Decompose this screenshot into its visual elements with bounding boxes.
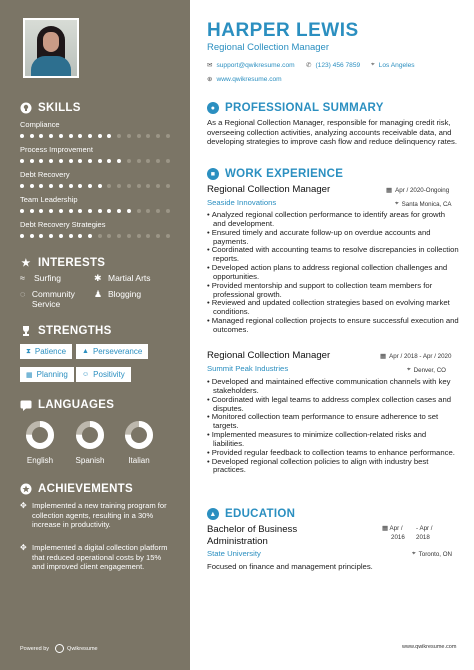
contact-location: [371, 61, 415, 69]
skill-dot: [146, 209, 150, 213]
medal-icon: [20, 483, 32, 495]
skill-dot: [88, 159, 92, 163]
map-pin-icon: ⌖: [407, 366, 411, 373]
contact-email-text: support@qwikresume.com: [216, 61, 295, 69]
briefcase-icon: ■: [207, 168, 219, 180]
experience-heading: [207, 168, 343, 180]
skill-dot: [166, 234, 170, 238]
skill-dot: [107, 234, 111, 238]
skill-label: Compliance: [20, 120, 60, 129]
degree: Bachelor of Business Administration: [207, 524, 298, 547]
graduation-cap-icon: ▲: [207, 508, 219, 520]
skill-dot: [127, 209, 131, 213]
handshake-icon: ✥: [20, 501, 27, 510]
job-dates: [386, 186, 449, 194]
job-dates-text: Apr / 2018 - Apr / 2020: [389, 352, 452, 360]
skill-dot: [117, 134, 121, 138]
skill-dot: [146, 184, 150, 188]
skill-dot: [117, 184, 121, 188]
interests-title: INTERESTS: [38, 257, 106, 269]
calendar-icon: ▦: [26, 371, 33, 379]
strength-label: Planning: [36, 370, 68, 379]
skill-dot: [156, 209, 160, 213]
profile-photo: [23, 18, 79, 78]
skill-dot: [69, 134, 73, 138]
qwikresume-logo-icon: [55, 644, 64, 653]
company-name: Seaside Innovations: [207, 198, 277, 207]
trophy-icon: [20, 325, 32, 337]
skill-dot: [69, 234, 73, 238]
skill-dot: [98, 234, 102, 238]
skill-dot: [59, 159, 63, 163]
language-icon: [20, 399, 32, 411]
person-icon: ●: [207, 102, 219, 114]
skill-item: [20, 145, 170, 163]
skill-dot: [39, 159, 43, 163]
skill-dot: [127, 159, 131, 163]
job-bullet: • Analyzed regional collection performance to identify areas for growth and development.: [207, 211, 459, 229]
skill-dot: [146, 159, 150, 163]
education-focus: Focused on finance and management principles.: [207, 562, 373, 571]
job-bullet: • Developed action plans to address regional collection challenges and opportunities.: [207, 264, 459, 282]
achievement-item: [20, 543, 170, 572]
skill-dot: [117, 209, 121, 213]
powered-by: [20, 644, 98, 653]
job-location-text: Denver, CO: [413, 366, 446, 374]
language-label: Italian: [128, 456, 150, 465]
skills-title: SKILLS: [38, 102, 81, 114]
skill-dot: [107, 159, 111, 163]
strengths-heading: [20, 325, 112, 337]
skill-dot: [146, 134, 150, 138]
skill-dot: [137, 234, 141, 238]
blogging-icon: ♟: [94, 289, 103, 299]
job-location: [407, 366, 446, 374]
skill-level-dots: [20, 209, 170, 213]
skill-dot: [59, 209, 63, 213]
skill-dot: [78, 234, 82, 238]
skill-dot: [69, 209, 73, 213]
skill-dot: [88, 134, 92, 138]
skill-dot: [88, 184, 92, 188]
skill-dot: [146, 234, 150, 238]
skill-dot: [49, 234, 53, 238]
skill-level-dots: [20, 134, 170, 138]
globe-icon: ⊕: [207, 76, 213, 83]
skill-dot: [98, 134, 102, 138]
skill-dot: [78, 159, 82, 163]
achievement-text: Implemented a digital collection platform that reduced operational costs by 15% and improved client engagement.: [32, 543, 168, 571]
contact-phone: [306, 61, 360, 69]
summary-heading: [207, 102, 384, 114]
school-location: [412, 550, 452, 558]
skill-dot: [156, 184, 160, 188]
candidate-name: HARPER LEWIS: [207, 20, 359, 41]
skill-dot: [166, 159, 170, 163]
map-pin-icon: ⌖: [412, 550, 416, 557]
skill-dot: [156, 234, 160, 238]
language-level-donut: [25, 420, 55, 450]
skill-dot: [20, 209, 24, 213]
skill-dot: [20, 184, 24, 188]
skill-item: [20, 170, 170, 188]
skills-heading: [20, 102, 81, 114]
interest-item-surfing: [20, 273, 61, 283]
skill-dot: [166, 134, 170, 138]
job-location-text: Santa Monica, CA: [401, 200, 452, 208]
community-service-icon: ◌: [20, 289, 26, 299]
language-level-donut: [75, 420, 105, 450]
strength-label: Patience: [34, 347, 67, 356]
handshake-icon: ✥: [20, 543, 27, 552]
education-start: [382, 524, 405, 542]
interest-label: Surfing: [34, 273, 61, 283]
skill-dot: [156, 159, 160, 163]
skill-dot: [59, 184, 63, 188]
education-end-month: Apr /: [419, 525, 433, 532]
education-title: EDUCATION: [225, 508, 296, 520]
interest-label: Martial Arts: [108, 273, 151, 283]
skill-dot: [30, 159, 34, 163]
job-bullet: • Provided mentorship and support to collection team members for professional growth.: [207, 282, 459, 300]
interest-item-community-service: [20, 289, 90, 309]
skill-dot: [78, 184, 82, 188]
skill-dot: [78, 209, 82, 213]
skill-dot: [98, 159, 102, 163]
language-level-donut: [124, 420, 154, 450]
education-heading: [207, 508, 295, 520]
contact-email[interactable]: [207, 61, 295, 69]
skill-dot: [88, 234, 92, 238]
summary-title: PROFESSIONAL SUMMARY: [225, 102, 384, 114]
achievements-title: ACHIEVEMENTS: [38, 483, 133, 495]
job-bullet: • Developed regional collection policies to align with industry best practices.: [207, 458, 459, 476]
strength-chip-perseverance: [76, 344, 148, 359]
achievement-text: Implemented a new training program for collection agents, resulting in a 30% increase in productivity.: [32, 501, 167, 529]
job-location: [395, 200, 452, 208]
language-item: [20, 420, 60, 465]
strength-label: Perseverance: [92, 347, 143, 356]
skill-dot: [137, 209, 141, 213]
skill-label: Debt Recovery: [20, 170, 70, 179]
job-bullet: • Monitored collection team performance to ensure adherence to set targets.: [207, 413, 459, 431]
interest-item-martial-arts: [94, 273, 151, 283]
languages-heading: [20, 399, 114, 411]
skill-label: Debt Recovery Strategies: [20, 220, 106, 229]
education-end-year: 2018: [416, 534, 430, 541]
language-item: [70, 420, 110, 465]
job-title: Regional Collection Manager: [207, 350, 331, 361]
skill-dot: [39, 134, 43, 138]
interests-heading: [20, 257, 105, 269]
phone-icon: ✆: [306, 62, 312, 69]
skill-level-dots: [20, 159, 170, 163]
calendar-icon: ▦: [380, 353, 387, 360]
education-start-month: Apr /: [389, 525, 403, 532]
languages-title: LANGUAGES: [38, 399, 115, 411]
martial-arts-icon: ✱: [94, 273, 102, 283]
skill-dot: [69, 159, 73, 163]
skill-dot: [137, 159, 141, 163]
job-bullets: [207, 378, 459, 475]
school-name: State University: [207, 549, 261, 558]
education-start-year: 2016: [391, 534, 405, 541]
summary-text: As a Regional Collection Manager, responsible for managing credit risk, overseeing collection activities, analyzing accounts receivable data, and developing strategies to improve cash flow and reduce delinquency rates.: [207, 118, 457, 146]
calendar-icon: ▦: [382, 525, 389, 532]
skill-dot: [39, 209, 43, 213]
star-icon: ★: [21, 257, 31, 269]
lightbulb-icon: [20, 102, 32, 114]
skill-dot: [88, 209, 92, 213]
job-bullet: • Coordinated with legal teams to address complex collection cases and disputes.: [207, 396, 459, 414]
skill-dot: [137, 134, 141, 138]
skill-dot: [127, 184, 131, 188]
skill-dot: [127, 134, 131, 138]
skill-dot: [127, 234, 131, 238]
hourglass-icon: ⧗: [26, 347, 31, 355]
map-pin-icon: ⌖: [395, 200, 399, 207]
contact-website[interactable]: [207, 75, 282, 83]
job-dates: [380, 352, 451, 360]
skill-dot: [107, 134, 111, 138]
skill-dot: [20, 134, 24, 138]
skill-dot: [78, 134, 82, 138]
job-bullet: • Reviewed and updated collection strategies based on evolving market conditions.: [207, 299, 459, 317]
surfing-icon: ≈: [20, 273, 25, 283]
skill-dot: [49, 209, 53, 213]
skill-dot: [39, 184, 43, 188]
strength-label: Positivity: [93, 370, 125, 379]
job-bullet: • Implemented measures to minimize collection-related risks and liabilities.: [207, 431, 459, 449]
language-label: Spanish: [75, 456, 105, 465]
skill-dot: [107, 184, 111, 188]
skill-level-dots: [20, 184, 170, 188]
skill-dot: [69, 184, 73, 188]
skill-dot: [49, 134, 53, 138]
candidate-role: Regional Collection Manager: [207, 42, 329, 53]
skill-item: [20, 120, 170, 138]
job-bullet: • Managed regional collection projects to ensure successful execution and outcomes.: [207, 317, 459, 335]
contact-phone-text: (123) 456 7859: [315, 61, 361, 69]
calendar-icon: ▦: [386, 187, 393, 194]
skill-dot: [30, 134, 34, 138]
contact-location-text: Los Angeles: [378, 61, 415, 69]
skill-dot: [166, 184, 170, 188]
job-bullet: • Ensured timely and accurate follow-up on overdue accounts and payments.: [207, 229, 459, 247]
skill-dot: [20, 234, 24, 238]
powered-by-label: Powered by: [20, 645, 50, 652]
skill-label: Process Improvement: [20, 145, 93, 154]
powered-by-brand[interactable]: Qwikresume: [67, 645, 98, 652]
contact-website-text: www.qwikresume.com: [216, 75, 282, 83]
skill-level-dots: [20, 234, 170, 238]
footer-website[interactable]: www.qwikresume.com: [402, 644, 457, 650]
achievements-heading: [20, 483, 133, 495]
smile-icon: ☺: [82, 371, 90, 378]
skill-dot: [59, 134, 63, 138]
interest-label: Community Service: [31, 289, 75, 309]
job-dates-text: Apr / 2020-Ongoing: [395, 186, 450, 194]
skill-dot: [30, 184, 34, 188]
skill-dot: [107, 209, 111, 213]
strength-chip-patience: [20, 344, 72, 359]
interest-label: Blogging: [108, 289, 142, 299]
skill-dot: [117, 159, 121, 163]
skill-dot: [98, 184, 102, 188]
achievement-item: [20, 501, 170, 530]
map-pin-icon: ⌖: [371, 61, 375, 68]
job-bullets: [207, 211, 459, 335]
skill-dot: [20, 159, 24, 163]
education-end: - Apr / 2018: [416, 525, 433, 541]
job-title: Regional Collection Manager: [207, 184, 331, 195]
skill-item: [20, 195, 170, 213]
job-bullet: • Provided regular feedback to collection teams to enhance performance.: [207, 449, 459, 458]
school-location-text: Toronto, ON: [418, 550, 453, 558]
envelope-icon: ✉: [207, 62, 213, 69]
skill-dot: [59, 234, 63, 238]
skill-dot: [49, 184, 53, 188]
language-item: [119, 420, 159, 465]
experience-title: WORK EXPERIENCE: [225, 168, 344, 180]
strength-chip-positivity: [76, 367, 131, 382]
skill-dot: [39, 234, 43, 238]
company-name: Summit Peak Industries: [207, 364, 289, 373]
skill-dot: [156, 134, 160, 138]
skill-dot: [117, 234, 121, 238]
skill-label: Team Leadership: [20, 195, 78, 204]
job-bullet: • Developed and maintained effective communication channels with key stakeholders.: [207, 378, 459, 396]
mountain-icon: ▲: [82, 348, 89, 355]
sidebar: [0, 0, 190, 670]
skill-dot: [98, 209, 102, 213]
language-label: English: [26, 456, 54, 465]
skill-dot: [49, 159, 53, 163]
skill-dot: [166, 209, 170, 213]
main-content: [190, 0, 474, 670]
strength-chip-planning: [20, 367, 74, 382]
strengths-title: STRENGTHS: [38, 325, 112, 337]
skill-item: [20, 220, 170, 238]
skill-dot: [30, 234, 34, 238]
skill-dot: [137, 184, 141, 188]
skill-dot: [30, 209, 34, 213]
interest-item-blogging: [94, 289, 141, 299]
job-bullet: • Coordinated with accounting teams to resolve discrepancies in collection reports.: [207, 246, 459, 264]
